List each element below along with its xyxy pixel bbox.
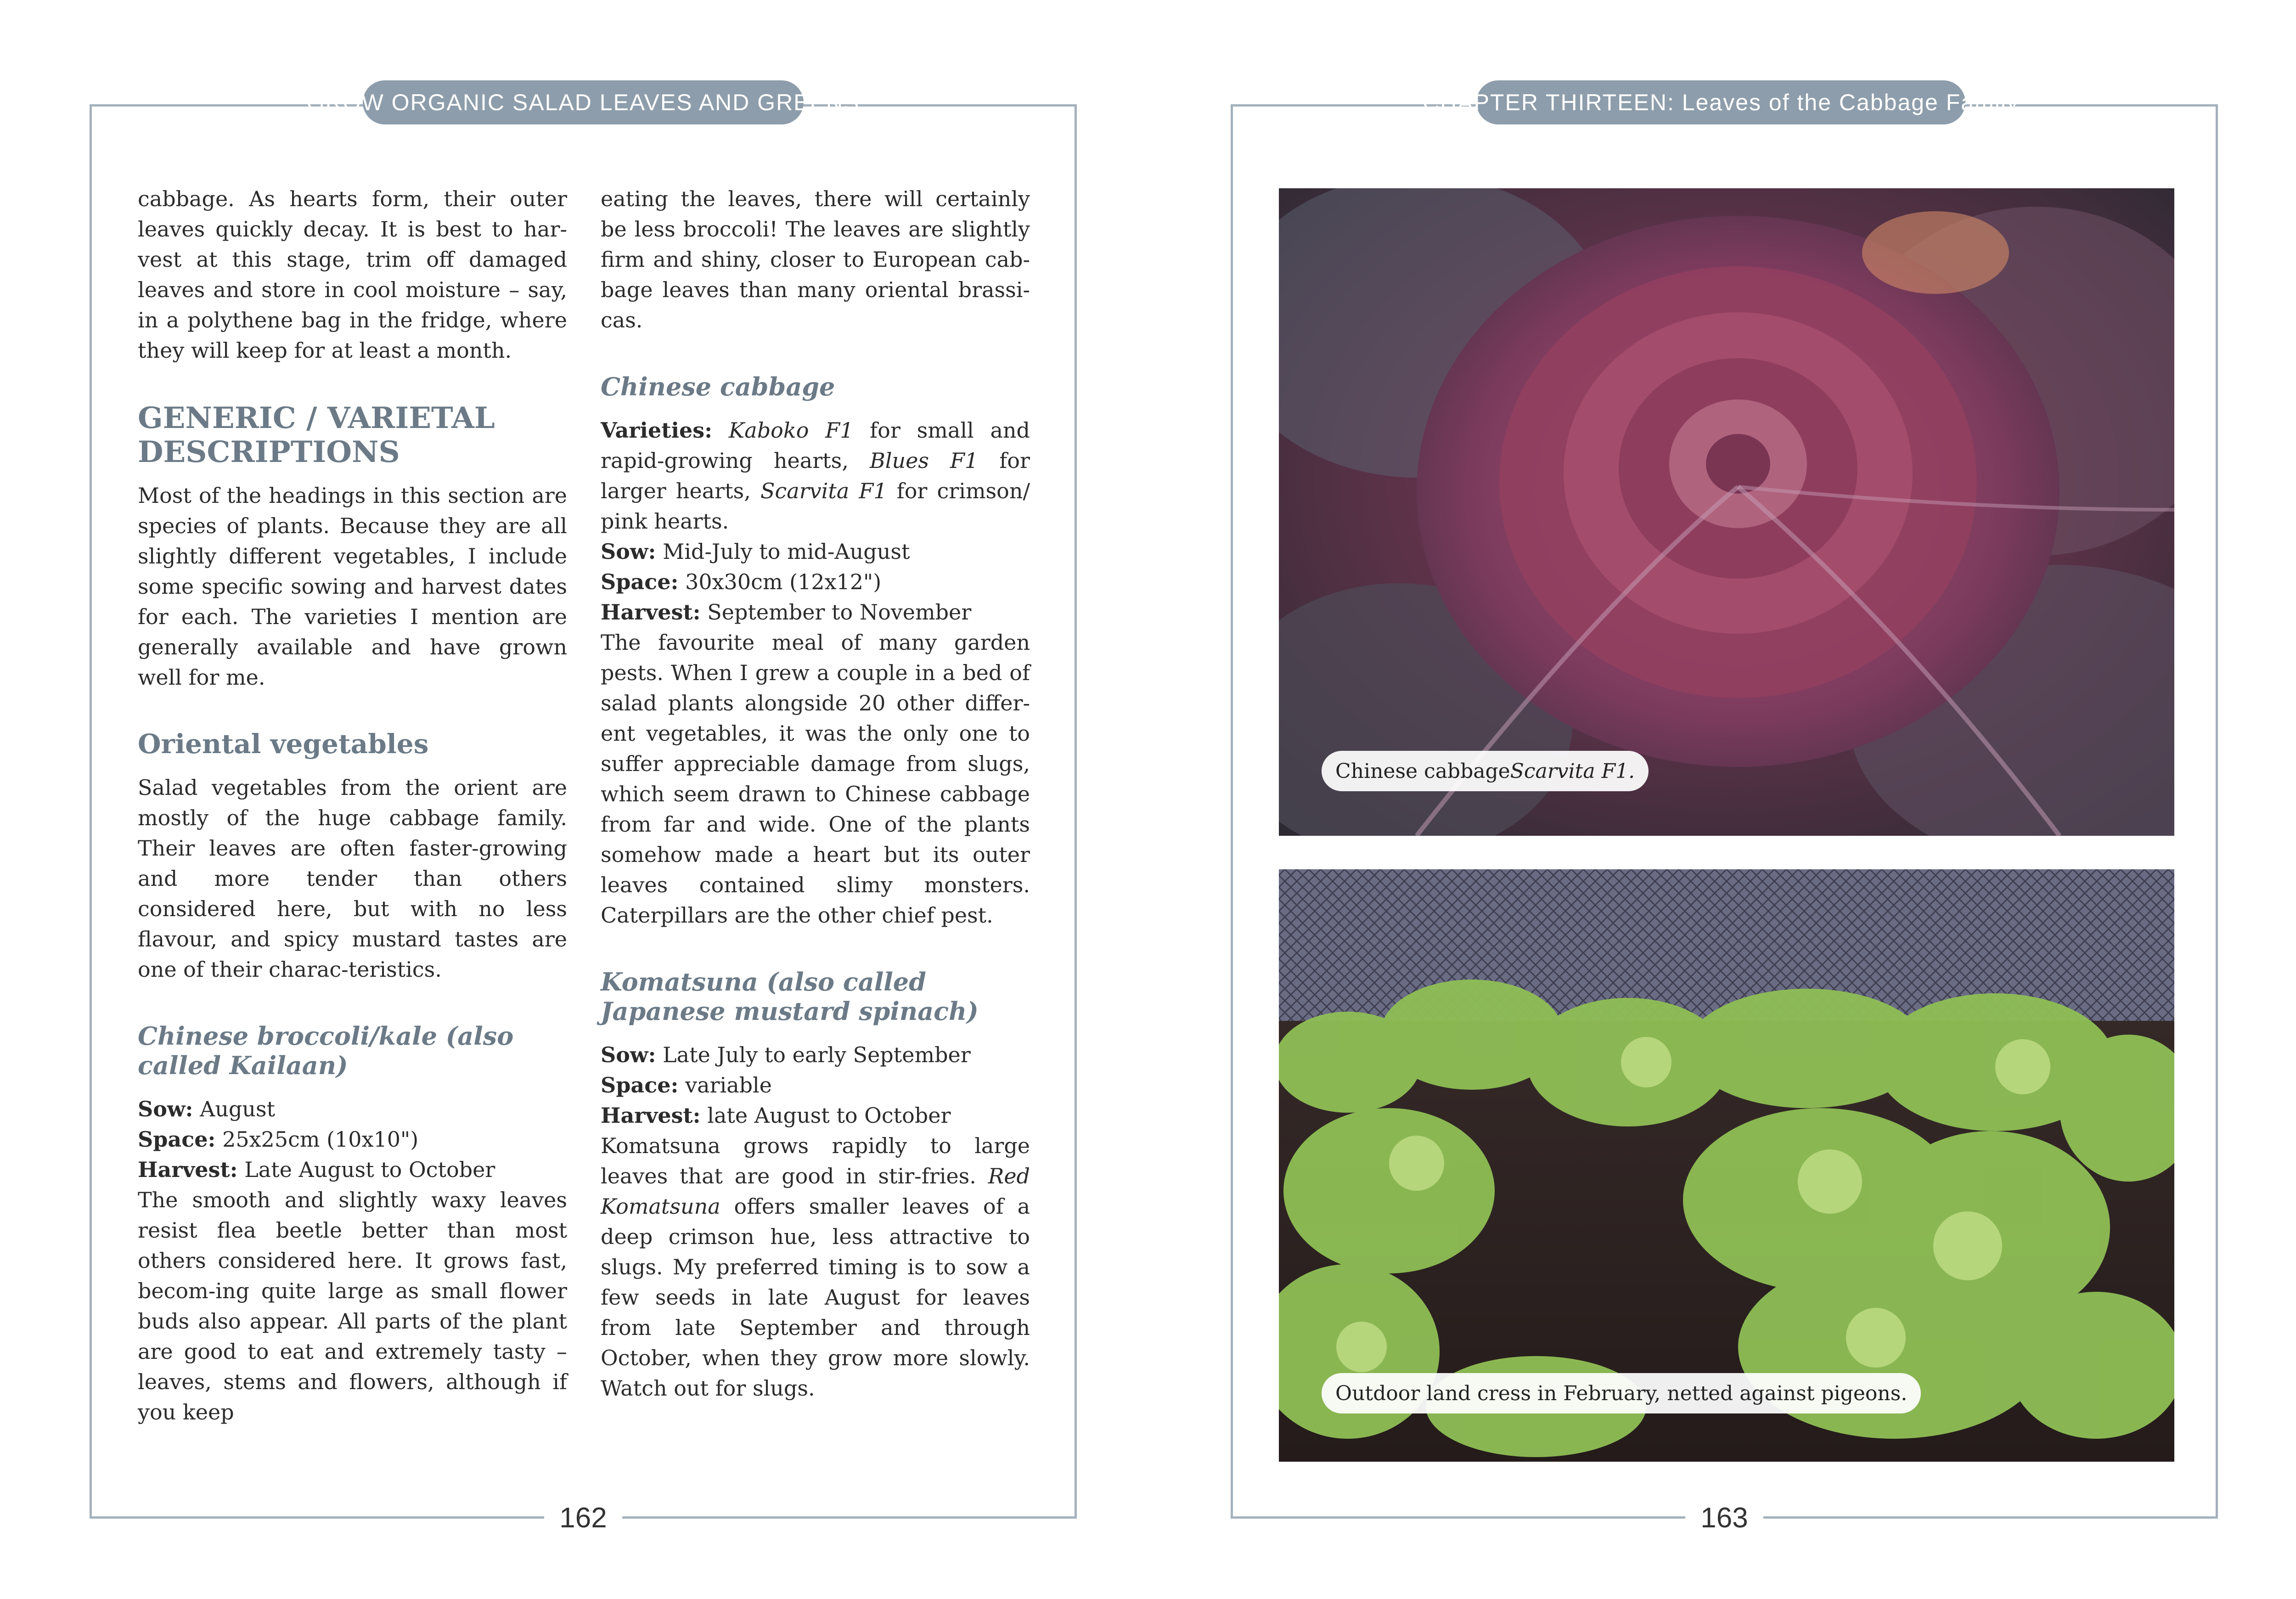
page-number: 162 [544, 1492, 622, 1543]
plant-heading: Chinese broccoli/kale (also called Kailaan) [138, 1021, 514, 1080]
harvest-line: Harvest: September to November [601, 600, 972, 625]
space-line: Space: 25x25cm (10x10") [138, 1127, 419, 1152]
space-line: Space: 30x30cm (12x12") [601, 569, 882, 594]
paragraph: Salad vegetables from the orient are mostly of the huge cabbage family. Their leaves are often faster-growing and more tender than others considered here, but with no less flavour, and spicy mustard tastes are one of their charac-teristics. [138, 775, 567, 982]
space-line: Space: variable [601, 1073, 772, 1098]
photo-caption: Outdoor land cress in February, netted against pigeons. [1322, 1373, 1921, 1413]
running-header: CHAPTER THIRTEEN: Leaves of the Cabbage Family [1476, 80, 1965, 124]
paragraph: cabbage. As hearts form, their outer leaves quickly decay. It is best to har-vest at this stage, trim off damaged leaves and store in cool moisture – say, in a polythene bag in the fridge, where they will keep for at least a month. [138, 186, 567, 363]
plant-heading: Chinese cabbage [601, 372, 835, 401]
running-header: GROW ORGANIC SALAD LEAVES AND GREENS [363, 80, 804, 124]
sow-line: Sow: Mid-July to mid-August [601, 539, 910, 564]
section-heading: GENERIC / VARIETAL DESCRIPTIONS [138, 401, 495, 469]
sow-line: Sow: August [138, 1097, 276, 1121]
varieties-line: Varieties: Kaboko F1 for small and rapid-growing hearts, Blues F1 for larger hearts, Scarvita F1 for crimson/ pink hearts. [601, 418, 1030, 534]
paragraph: eating the leaves, there will certainly be less broccoli! The leaves are slightly firm and shiny, closer to European cab-bage leaves than many oriental brassi-cas. [601, 186, 1030, 332]
harvest-line: Harvest: late August to October [601, 1103, 951, 1128]
cabbage-image [1279, 188, 2174, 836]
paragraph: Komatsuna grows rapidly to large leaves that are good in stir-fries. Red Komatsuna offers smaller leaves of a deep crimson hue, less attractive to slugs. My preferred timing is to sow a few seeds in late August for leaves from late September and through October, when they grow more slowly. Watch out for slugs. [601, 1133, 1030, 1401]
subsection-heading: Oriental vegetables [138, 728, 429, 760]
paragraph: Most of the headings in this section are species of plants. Because they are all slightly different vegetables, I include some specific sowing and harvest dates for each. The varieties I mention are generally available and have grown well for me. [138, 483, 567, 690]
paragraph: The favourite meal of many garden pests. When I grew a couple in a bed of salad plants alongside 20 other differ-ent vegetables, it was the only one to suffer appreciable damage from slugs, which seem drawn to Chinese cabbage from far and wide. One of the plants somehow made a heart but its outer leaves contained slimy monsters. Caterpillars are the other chief pest. [601, 630, 1030, 928]
harvest-line: Harvest: Late August to October [138, 1157, 495, 1182]
paragraph: The smooth and slightly waxy leaves resist flea beetle better than most others considered here. It grows fast, becom-ing quite large as small flower buds also appear. All parts of the plant are good to eat and extremely tasty – leaves, stems and flowers, although if you keep [138, 1188, 567, 1424]
text-column-1 [138, 184, 567, 1427]
plant-heading: Komatsuna (also called Japanese mustard spinach) [601, 967, 979, 1026]
page-number: 163 [1685, 1492, 1763, 1543]
text-column-2 [601, 184, 1030, 1403]
photo-chinese-cabbage [1279, 188, 2174, 836]
sow-line: Sow: Late July to early September [601, 1042, 971, 1067]
photo-caption: Chinese cabbage Scarvita F1. [1322, 751, 1649, 791]
